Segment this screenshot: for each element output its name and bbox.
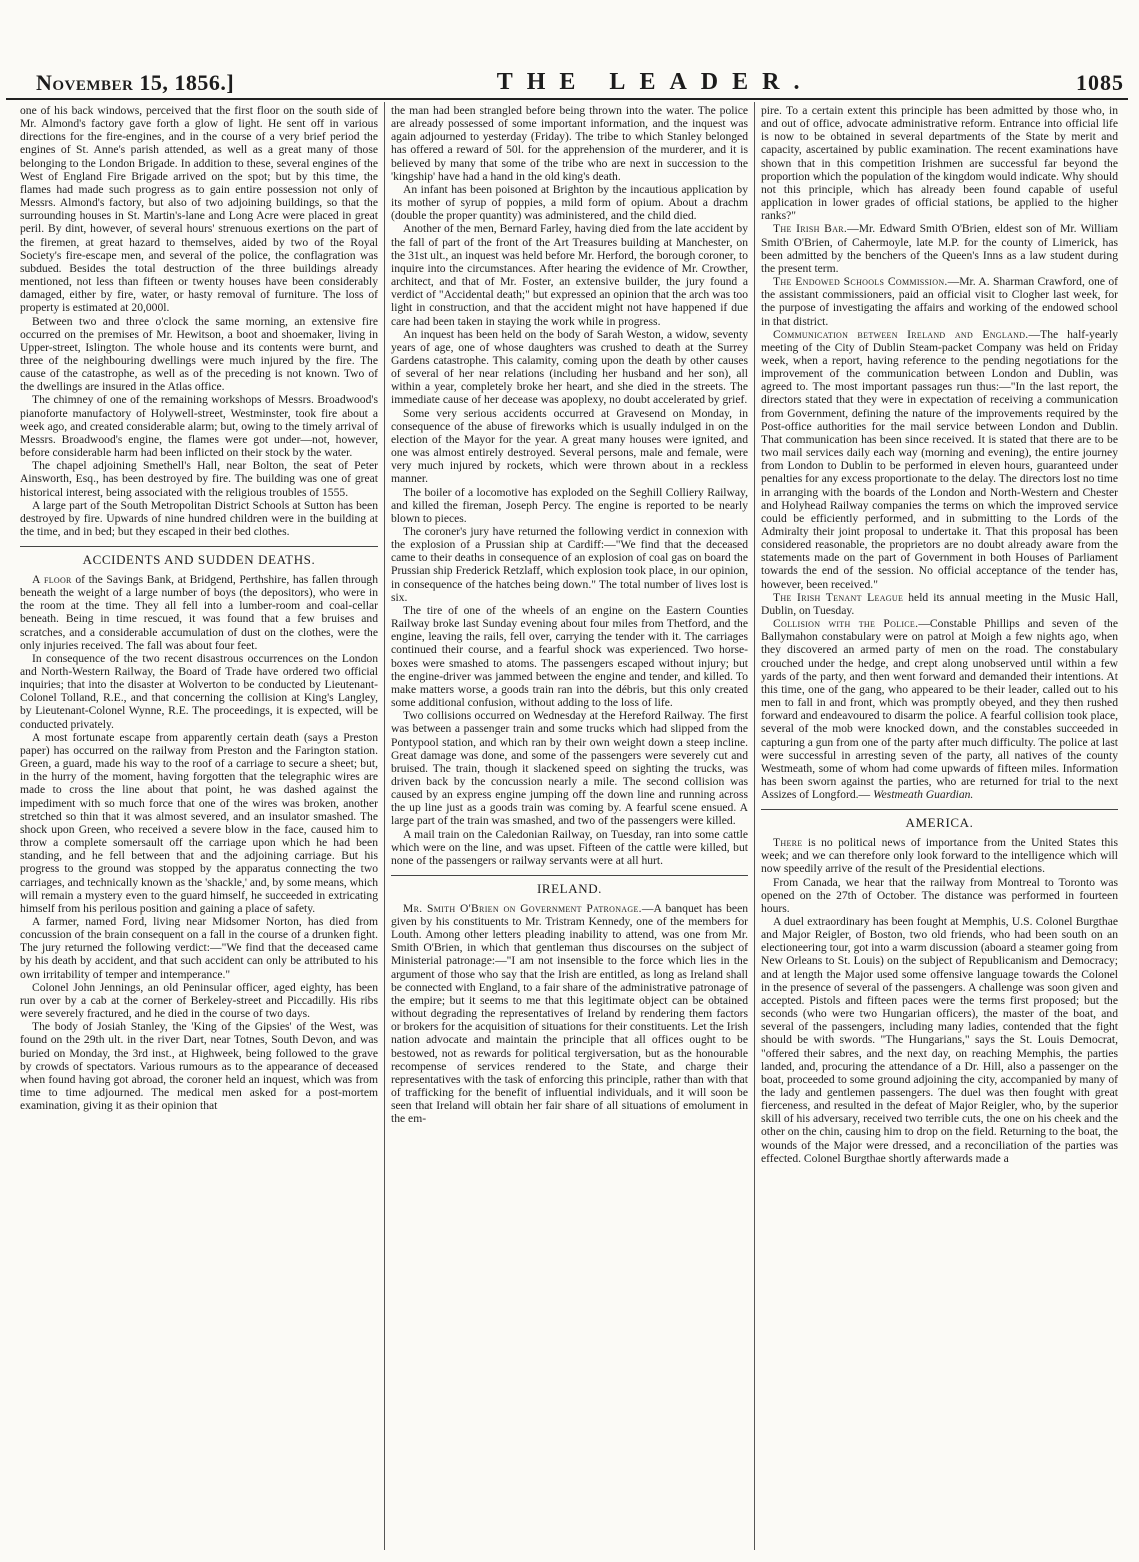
paragraph-text: of the Savings Bank, at Bridgend, Perthshire, has fallen through beneath the weight of a large number of boys (the depositors), who were in the room at the time. They all fell into a lumber-room and coal-cellar beneath. Being in time rescued, it was found that a few bruises and scratches, and a considerable accumulation of dust on the clothes, were the only injuries received. The fall was about four feet. [20,572,378,652]
paragraph: the man had been strangled before being thrown into the water. The police are already possessed of some important information, and the inquest was again adjourned to yesterday (Friday). The tribe to which Stanley belonged has offered a reward of 50l. for the apprehension of the murderer, and it is believed by many that some of the tribe who are next in succession to the 'kingship' have had a hand in the old king's death. [391,104,748,183]
source-credit: Westmeath Guardian. [873,788,974,802]
newspaper-title: THE LEADER. [496,69,814,95]
paragraph: An inquest has been held on the body of Sarah Weston, a widow, seventy years of age, one of whose daughters was crushed to death at the Surrey Gardens catastrophe. This calamity, coming upon the death by other causes of several of her near relations (including her husband and her son), all within a year, completely broke her heart, and she died in the streets. The immediate cause of her decease was apoplexy, no doubt accelerated by grief. [391,327,748,407]
paragraph: The chapel adjoining Smethell's Hall, near Bolton, the seat of Peter Ainsworth, Esq., has been destroyed by fire. The building was one of great historical interest, being associated with the religious troubles of 1555. [20,459,378,499]
paragraph: pire. To a certain extent this principle has been admitted by those who, in and out of office, advocate administrative reform. Entrance into official life is now to be obtained in several departments of the State by merit and capacity, ascertained by public examination. The recent examinations have shown that in this competition Irishmen are successful far beyond the proportion which the population of the kingdom would indicate. Why should not this principle, which has already been found capable of useful application in lower grades of official stations, be applied to the higher ranks?" [761,104,1118,223]
paragraph: The tire of one of the wheels of an engine on the Eastern Counties Railway broke last Sunday evening about four miles from Thetford, and the engine, leaving the rails, fell over, carrying the tender with it. The carriages continued their course, and a fearful shock was experienced. Two horse-boxes were smashed to atoms. The passengers escaped without injury; but the engine-driver was jammed between the engine and tender, and killed. To make matters worse, a goods train ran into the débris, but this only created some additional confusion, without adding to the loss of life. [391,603,748,710]
paragraph: In consequence of the two recent disastrous occurrences on the London and North-Western Railway, the Board of Trade have ordered two official inquiries; that into the disaster at Wolverton to be conducted by Lieutenant-Colonel Tolland, R.E., and that concerning the collision at King's Langley, by Lieutenant-Colonel Wynne, R.E. The proceedings, it is expected, will be conducted privately. [20,651,378,731]
paragraph [761,591,1118,617]
paragraph [20,573,378,652]
paragraph-text: —Constable Phillips and seven of the Ballymahon constabulary were on patrol at Moigh a few nights ago, when they discovered an armed party of men on the road. The constabulary crouched under the hedge, and crept along unobserved until within a few yards of the party, and then went forward and demanded their intentions. At this time, one of the gang, who appeared to be their leader, called out to his men to fall in and front, which was promptly obeyed, and they then rushed forward and endeavoured to disarm the police. A fearful collision took place, several of the mob were knocked down, and the constables succeeded in capturing a gun from one of the party after much difficulty. The police at last were successful in arresting seven of the party, all natives of the county Westmeath, some of whom had come upwards of fifteen miles. Information has been sworn against the parties, who are returned for trial to the next Assizes of Longford.— [761,617,1118,802]
paragraph-text: —Mr. Edward Smith O'Brien, eldest son of Mr. William Smith O'Brien, of Cahermoyle, late M.P. for the county of Limerick, has been admitted by the benchers of the Queen's Inns as a law student during the present term. [761,222,1119,275]
paragraph: Two collisions occurred on Wednesday at the Hereford Railway. The first was between a passenger train and some trucks which had slipped from the Pontypool station, and which ran by their own weight down a steep incline. Great damage was done, and some of the passengers were severely cut and bruised. The train, though it slackened speed on sighting the trucks, was driven back by the concussion nearly a mile. The second collision was caused by an express engine jumping off the down line and running across the up line just as a goods train was coming by. A fearful scene ensued. A large part of the train was smashed, and two of the passengers were killed. [391,709,748,828]
paragraph: A farmer, named Ford, living near Midsomer Norton, has died from concussion of the brain consequent on a fall in the course of a drunken fight. The jury returned the following verdict:—"We find that the deceased came by his death by accident, and that such accident can only be attributed to his own irritability of temper and intemperance." [20,914,378,981]
paragraph: A large part of the South Metropolitan District Schools at Sutton has been destroyed by fire. Upwards of nine hundred children were in the building at the time, and in bed; but they escaped in their bed clothes. [20,498,378,538]
page-number: 1085 [1075,70,1124,95]
paragraph-text: —Mr. A. Sharman Crawford, one of the assistant commissioners, paid an official visit to Clogher last week, for the purpose of investigating the affairs and working of the endowed school in that district. [761,275,1118,328]
paragraph [761,222,1118,275]
paragraph-text: —The half-yearly meeting of the City of Dublin Steam-packet Company was held on Friday week, when a report, having reference to the pending negotiations for the improvement of the communication between London and Dublin, was agreed to. The most important passages run thus:—"In the last report, the directors stated that they were in expectation of receiving a communication from Government, defining the nature of the improvements required by the Post-office authorities for the mail service between London and Dublin. That communication has been since received. It is stated that there are to be two mail services daily each way (morning and evening), the entire journey from London to Dublin to be performed in eleven hours, guaranteed under penalties for any excess proportionate to the delay. The directors lost no time in arranging with the boards of the London and North-Western and Chester and Holyhead Railway companies the terms on which the improved service could be efficiently performed, and in submitting to the Lords of the Admiralty their joint proposal to undertake it. That this proposal has been considered reasonable, the proprietors are no doubt already aware from the statements made on the part of Government in both Houses of Parliament towards the end of the session. No official acceptance of the tender has, however, been received." [761,327,1118,591]
paragraph: Some very serious accidents occurred at Gravesend on Monday, in consequence of the abuse of fireworks which is usually indulged in on the election of the Mayor for the year. A great many houses were ignited, and one was almost entirely destroyed. Several persons, male and female, were very much injured by rockets, which were thrown about in a reckless manner. [391,406,748,486]
paragraph: one of his back windows, perceived that the first floor on the south side of Mr. Almond's factory gave forth a glow of light. He sent off in various directions for the fire-engines, and in the course of a very brief period the engines of St. Anne's parish attended, as well as a great many of those belonging to the London Brigade. In addition to these, several engines of the West of England Fire Brigade arrived on the spot; but by this time, the flames had made such progress as to gain entire possession not only of Messrs. Almond's factory, but also of two adjoining buildings, so that the surrounding houses in St. Martin's-lane and Long Acre were placed in great peril. By dint, however, of several hours' strenuous exertions on the part of the firemen, at great hazard to themselves, aided by two of the Royal Society's fire-escape men, and several of the police, the conflagration was subdued. Besides the total destruction of the three buildings already mentioned, not less than fifteen or twenty houses have been considerably damaged, either by fire, water, or hasty removal of furniture. The loss of property is estimated at 20,000l. [20,104,378,315]
paragraph-text: is no political news of importance from the United States this week; and we can therefore only look forward to the intelligence which will now speedily arrive of the result of the Presidential elections. [761,836,1118,876]
paragraph: A most fortunate escape from apparently certain death (says a Preston paper) has occurred on the railway from Preston and the Farington station. Green, a guard, made his way to the roof of a carriage to secure a sheet; but, in the hurry of the moment, having forgotten that the telegraphic wires are made to cross the line about that point, he was dashed against the impediment with so much force that one of the wires was broken, another stretched so thin that it was almost severed, and an insulator smashed. The shock upon Green, who received a severe blow in the face, caused him to throw a complete somersault off the carriage upon which he had been standing, and he fell between that and the adjoining carriage. But his progress to the ground was stopped by the apparatus connecting the two carriages, and technically known as the 'shackle,' and, by some means, which will remain a mystery even to the guard himself, he succeeded in extricating himself from his perilous position and gaining a place of safety. [20,730,378,915]
paragraph [391,902,748,1126]
paragraph-text: held its annual meeting in the Music Hall, Dublin, on Tuesday. [761,590,1119,617]
paragraph-text: —A banquet has been given by his constituents to Mr. Tristram Kennedy, one of the members for Louth. Among other letters pleading inability to attend, was one from Mr. Smith O'Brien, in which that gentleman thus discourses on the subject of Ministerial patronage:—"I am not insensible to the force which lies in the argument of those who say that the Irish are entitled, as long as Ireland shall be connected with England, to a fair share of the administrative patronage of the empire; but it seems to me that this legitimate object can be obtained without degrading the representatives of Ireland by rendering them factors or brokers for the acquisition of situations for their constituents. Let the Irish nation advocate and maintain the principle that all offices ought to be bestowed, not as rewards for political tergiversation, but as the honourable recompense of services rendered to the State, and charge their representatives with the task of enforcing this principle, rather than with that of trafficking for the benefit of influential individuals, and it will soon be seen that Ireland will obtain her fair share of all situations of emolument in the em- [391,901,749,1126]
paragraph: The boiler of a locomotive has exploded on the Seghill Colliery Railway, and killed the fireman, Joseph Percy. The engine is reported to be nearly blown to pieces. [391,485,748,525]
lead-in: Collision with the Police. [773,617,919,631]
paragraph: Another of the men, Bernard Farley, having died from the late accident by the fall of part of the front of the Art Treasures building at Manchester, on the 31st ult., an inquest was held before Mr. Herford, the borough coroner, to inquire into the circumstances. After hearing the evidence of Mr. Crowther, architect, and that of Mr. Foster, an extensive builder, the jury found a verdict of "Accidental death;" but expressed an opinion that the arch was too light in construction, and that the accident might not have happened if due care had been taken in staying the work while in progress. [391,222,748,328]
paragraph: An infant has been poisoned at Brighton by the incautious application by its mother of syrup of poppies, a mild form of opium. About a drachm (double the proper quantity) was administered, and the child died. [391,182,748,223]
paragraph: Between two and three o'clock the same morning, an extensive fire occurred on the premises of Mr. Hewitson, a boot and shoemaker, living in Upper-street, Islington. The whole house and its contents were burnt, and three of the neighbouring dwellings were much injured by the fire. The cause of the catastrophe, as well as of the preceding is not known. Two of the dwellings are insured in the Atlas office. [20,314,378,394]
columns [14,102,1126,1550]
paragraph: The chimney of one of the remaining workshops of Messrs. Broadwood's pianoforte manufactory of Holywell-street, Westminster, took fire about a week ago, and created considerable alarm; but, owing to the timely arrival of Messrs. Broadwood's engine, the flames were got under—not, however, before considerable harm had been inflicted on their stock by the water. [20,393,378,460]
paragraph: Colonel John Jennings, an old Peninsular officer, aged eighty, has been run over by a cab at the corner of Berkeley-street and Piccadilly. His ribs were severely fractured, and he died in the course of two days. [20,980,378,1021]
lead-in: Mr. Smith O'Brien on Government Patronage. [403,901,642,915]
paragraph: A duel extraordinary has been fought at Memphis, U.S. Colonel Burgthae and Major Reigler, of Boston, two old friends, who had been south on an electioneering tour, got into a warm discussion (aboard a steamer going from New Orleans to St. Louis) on the subject of Republicanism and Democracy; and at length the Major used some offensive language towards the Colonel in the presence of several of the passengers. A challenge was soon given and accepted. Pistols and fifteen paces were the terms first proposed; but the seconds (who were two Hungarian officers), the master of the boat, and several of the passengers, including many ladies, contended that the fight should be with swords. "The Hungarians," says the St. Louis Democrat, "offered their sabres, and the next day, on reaching Memphis, the parties landed, and, procuring the attendance of a Dr. Hill, also a passenger on the boat, proceeded to some ground adjoining the city, accompanied by many of the lady and gentlemen passengers. The duel was then fought with great fierceness, and resulted in the defeat of Major Reigler, who, by the superior skill of his adversary, received two terrible cuts, the one on his cheek and the other on the chin, causing him to drop on the field. Returning to the boat, the wounds of the Major were dressed, and a reconciliation of the parties was effected. Colonel Burgthae shortly afterwards made a [761,914,1118,1165]
paragraph: The coroner's jury have returned the following verdict in connexion with the explosion of a Prussian ship at Cardiff:—"We find that the deceased came to their deaths in consequence of an explosion of coal gas on board the Prussian ship Frederick Retzlaff, which explosion took place, in our opinion, in consequence of the hatches being down." The total number of lives lost is six. [391,525,748,604]
paragraph: The body of Josiah Stanley, the 'King of the Gipsies' of the West, was found on the 29th ult. in the river Dart, near Totnes, South Devon, and was buried on Monday, the 3rd inst., at Highweek, being followed to the grave by crowds of spectators. Various rumours as to the appearance of deceased when found having got abroad, the coroner held an inquest, which was from time to time adjourned. The medical men asked for a post-mortem examination, giving it as their opinion that [20,1020,378,1113]
paragraph: From Canada, we hear that the railway from Montreal to Toronto was opened on the 27th of October. The distance was performed in fourteen hours. [761,875,1118,915]
paragraph [761,328,1118,591]
masthead [6,56,1128,100]
lead-in: The Irish Bar. [773,222,848,236]
section-heading-accidents: ACCIDENTS AND SUDDEN DEATHS. [20,546,378,568]
lead-in: There [773,836,803,850]
lead-in: The Endowed Schools Commission. [773,275,948,289]
paragraph [761,617,1118,801]
paragraph: A mail train on the Caledonian Railway, on Tuesday, ran into some cattle which were on the line, and was upset. Fifteen of the cattle were killed, but none of the passengers or railway servants were at all hurt. [391,827,748,867]
paragraph [761,836,1118,875]
column-3 [754,102,1124,1550]
section-heading-america: AMERICA. [761,809,1118,831]
lead-in: The Irish Tenant League [773,590,904,604]
section-heading-ireland: IRELAND. [391,875,748,897]
column-2 [384,102,754,1550]
lead-in: A floor [32,572,72,586]
paragraph [761,275,1118,328]
column-1 [14,102,384,1550]
lead-in: Communication between Ireland and England. [773,327,1029,341]
issue-date: November 15, 1856.] [36,70,235,95]
